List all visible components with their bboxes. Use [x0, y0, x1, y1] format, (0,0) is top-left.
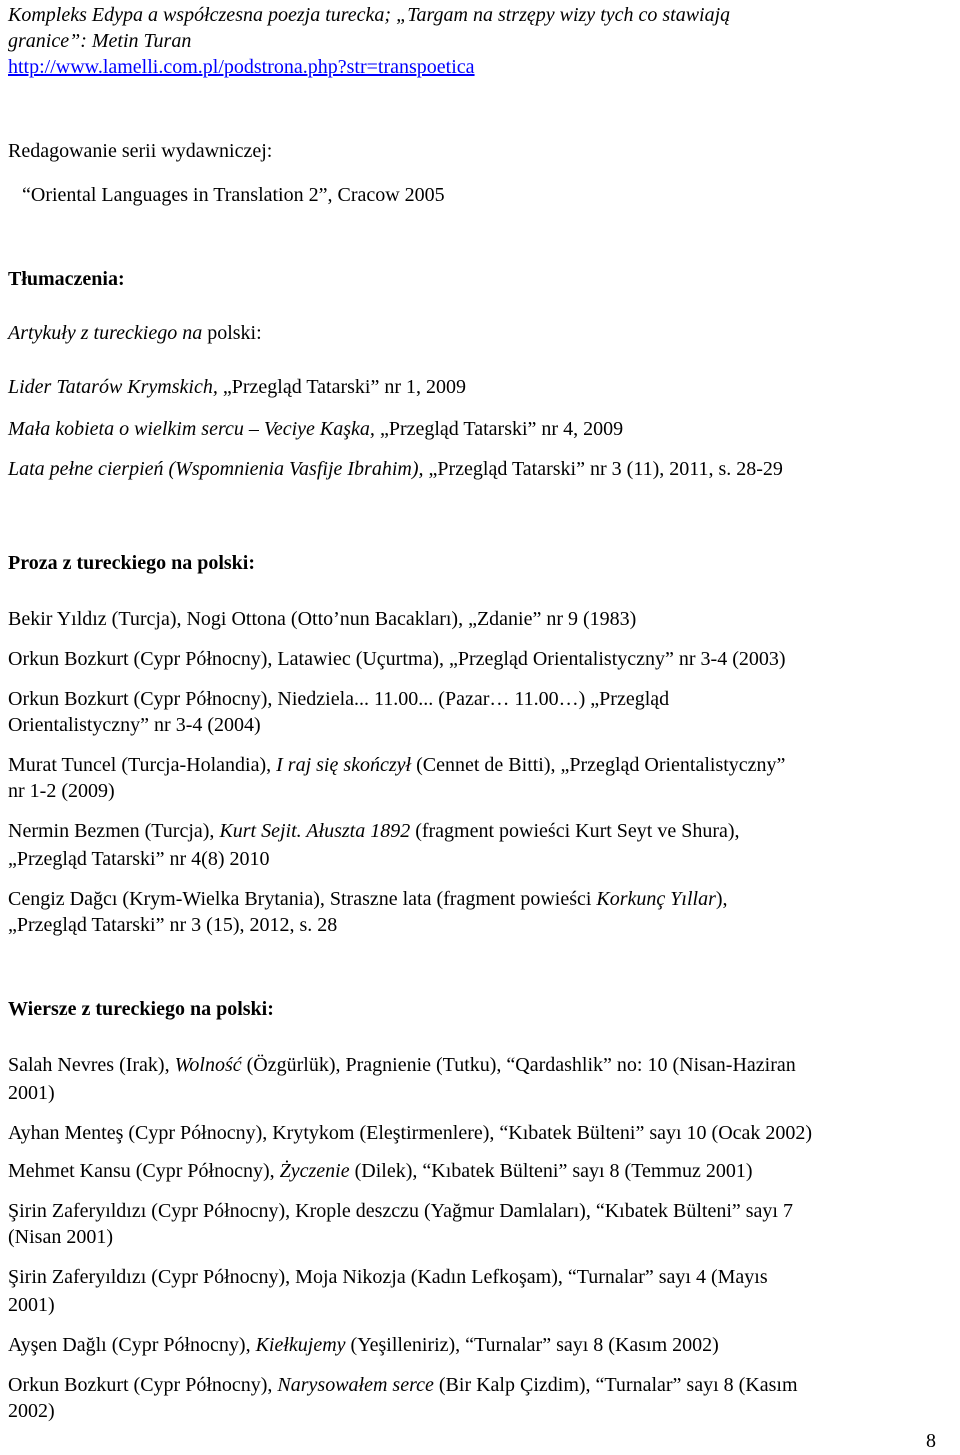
poem-item-cont: 2001) [8, 1294, 55, 1316]
header-line-2: granice”: Metin Turan [8, 30, 192, 52]
poem-item: Şirin Zaferyıldızı (Cypr Północny), Krople deszczu (Yağmur Damlaları), “Kıbatek Bülteni” sayı 7 [8, 1200, 793, 1222]
poem-item: Ayhan Menteş (Cypr Północny), Krytykom (Eleştirmenlere), “Kıbatek Bülteni” sayı 10 (Ocak 2002) [8, 1122, 813, 1144]
poem-item [8, 1372, 798, 1398]
article-item [8, 416, 623, 442]
prose-item: Orkun Bozkurt (Cypr Północny), Niedziela... 11.00... (Pazar… 11.00…) „Przegląd [8, 688, 670, 710]
prose-item-cont: Orientalistyczny” nr 3-4 (2004) [8, 714, 261, 736]
prose-item: Orkun Bozkurt (Cypr Północny), Latawiec (Uçurtma), „Przegląd Orientalistyczny” nr 3-4 (2003) [8, 648, 786, 670]
poem-author: Salah Nevres (Irak), [8, 1054, 175, 1076]
poem-source: (Özgürlük), Pragnienie (Tutku), “Qardashlik” no: 10 (Nisan-Haziran [241, 1054, 796, 1076]
header-line-1: Kompleks Edypa a współczesna poezja turecka; „Targam na strzępy wizy tych co stawiają [8, 4, 731, 26]
poem-source: (Bir Kalp Çizdim), “Turnalar” sayı 8 (Kasım [433, 1374, 798, 1396]
poem-item [8, 1158, 753, 1184]
prose-author: Cengiz Dağcı (Krym-Wielka Brytania), Straszne lata (fragment powieści [8, 888, 597, 910]
prose-source: (fragment powieści Kurt Seyt ve Shura), [410, 820, 740, 842]
translations-heading: Tłumaczenia: [8, 268, 125, 290]
poem-item [8, 1332, 719, 1358]
articles-heading-rest: polski: [207, 322, 262, 344]
article-source: „Przegląd Tatarski” nr 4, 2009 [379, 418, 624, 440]
prose-title: I raj się skończył [276, 754, 412, 776]
poem-item-cont: 2002) [8, 1400, 55, 1422]
prose-title: Korkunç Yıllar [596, 888, 716, 910]
poem-item [8, 1052, 796, 1078]
articles-heading [8, 320, 262, 346]
editing-heading: Redagowanie serii wydawniczej: [8, 140, 273, 162]
poem-item: Şirin Zaferyıldızı (Cypr Północny), Moja Nikozja (Kadın Lefkoşam), “Turnalar” sayı 4 (Mayıs [8, 1266, 768, 1288]
prose-author: Murat Tuncel (Turcja-Holandia), [8, 754, 277, 776]
poem-item-cont: (Nisan 2001) [8, 1226, 113, 1248]
article-title: Mała kobieta o wielkim sercu – Veciye Kaşka, [8, 418, 380, 440]
poem-author: Mehmet Kansu (Cypr Północny), [8, 1160, 280, 1182]
article-source: „Przegląd Tatarski” nr 1, 2009 [222, 376, 466, 398]
page-number: 8 [926, 1430, 936, 1452]
poem-author: Orkun Bozkurt (Cypr Północny), [8, 1374, 278, 1396]
prose-item-cont: nr 1-2 (2009) [8, 780, 115, 802]
prose-item: Bekir Yıldız (Turcja), Nogi Ottona (Otto’nun Bacakları), „Zdanie” nr 9 (1983) [8, 608, 637, 630]
article-title: Lider Tatarów Krymskich, [8, 376, 223, 398]
prose-item [8, 886, 728, 912]
prose-author: Nermin Bezmen (Turcja), [8, 820, 220, 842]
prose-item-cont: „Przegląd Tatarski” nr 3 (15), 2012, s. 28 [8, 914, 338, 936]
poem-title: Narysowałem serce [277, 1374, 434, 1396]
poem-author: Ayşen Dağlı (Cypr Północny), [8, 1334, 256, 1356]
prose-item [8, 818, 740, 844]
article-source: „Przegląd Tatarski” nr 3 (11), 2011, s. 28-29 [428, 458, 783, 480]
prose-item [8, 752, 785, 778]
prose-heading: Proza z tureckiego na polski: [8, 552, 256, 574]
source-link[interactable]: http://www.lamelli.com.pl/podstrona.php?str=transpoetica [8, 56, 475, 78]
poems-heading: Wiersze z tureckiego na polski: [8, 998, 274, 1020]
poem-item-cont: 2001) [8, 1082, 55, 1104]
editing-item: “Oriental Languages in Translation 2”, Cracow 2005 [22, 184, 445, 206]
article-item [8, 456, 783, 482]
poem-title: Życzenie [279, 1160, 350, 1182]
prose-source: ), [715, 888, 728, 910]
prose-item-cont: „Przegląd Tatarski” nr 4(8) 2010 [8, 848, 270, 870]
prose-source: (Cennet de Bitti), „Przegląd Orientalistyczny” [411, 754, 786, 776]
article-title: Lata pełne cierpień (Wspomnienia Vasfije Ibrahim), [8, 458, 429, 480]
poem-source: (Dilek), “Kıbatek Bülteni” sayı 8 (Temmuz 2001) [349, 1160, 753, 1182]
poem-title: Kiełkujemy [255, 1334, 346, 1356]
poem-source: (Yeşilleniriz), “Turnalar” sayı 8 (Kasım 2002) [345, 1334, 719, 1356]
prose-title: Kurt Sejit. Ałuszta 1892 [219, 820, 411, 842]
articles-heading-italic: Artykuły z tureckiego na [8, 322, 208, 344]
article-item [8, 374, 466, 400]
poem-title: Wolność [174, 1054, 242, 1076]
